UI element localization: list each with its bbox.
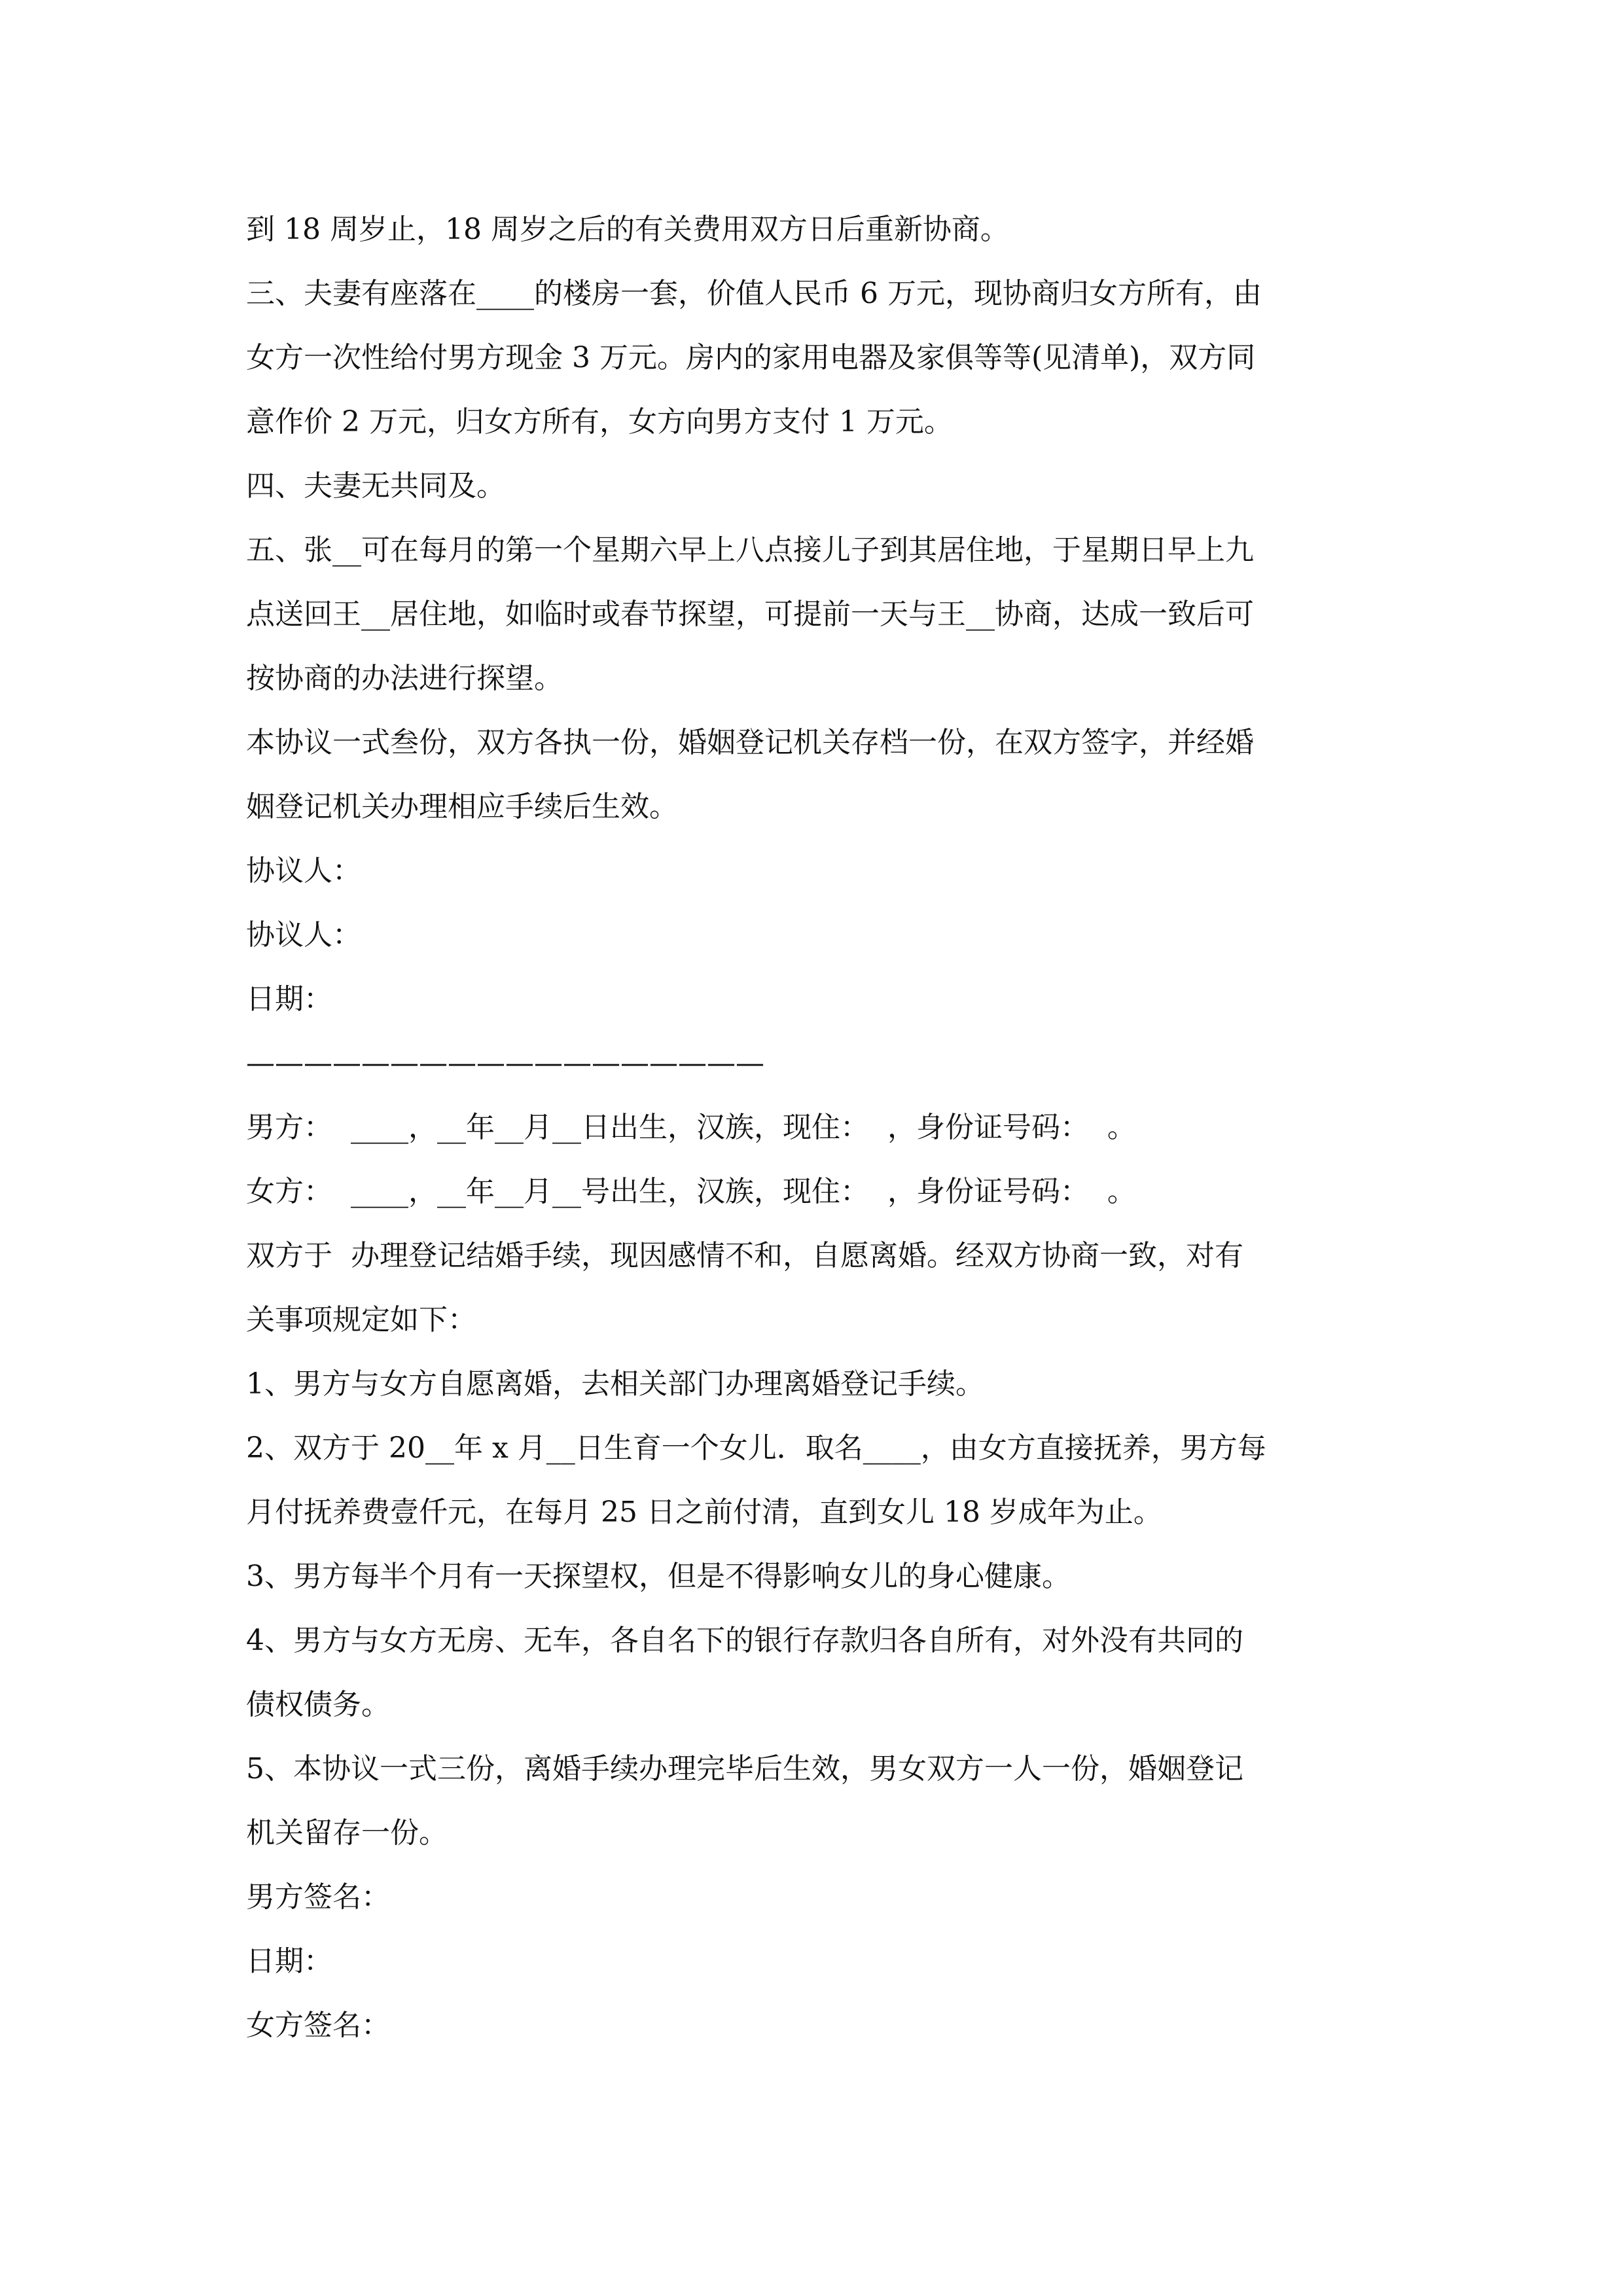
text-line: 女方： ____，__年__月__号出生，汉族，现住： ，身份证号码： 。 — [246, 1175, 1136, 1208]
document-body — [246, 198, 1378, 2058]
signature-label: 女方签名： — [246, 2009, 390, 2042]
text-line: 意作价 2 万元，归女方所有，女方向男方支付 1 万元。 — [246, 405, 953, 439]
text-line: 本协议一式叁份，双方各执一份，婚姻登记机关存档一份，在双方签字，并经婚 — [246, 726, 1254, 759]
text-line: 点送回王__居住地，如临时或春节探望，可提前一天与王__协商，达成一致后可 — [246, 598, 1254, 631]
text-line: 机关留存一份。 — [246, 1816, 448, 1850]
date-label: 日期： — [246, 1945, 332, 1978]
signatory-label: 协议人： — [246, 918, 361, 952]
text-line: 月付抚养费壹仟元，在每月 25 日之前付清，直到女儿 18 岁成年为止。 — [246, 1496, 1162, 1529]
text-line: 四、夫妻无共同及。 — [246, 469, 505, 503]
text-line: 到 18 周岁止，18 周岁之后的有关费用双方日后重新协商。 — [246, 213, 1009, 246]
signatory-label: 协议人： — [246, 854, 361, 888]
text-line: 关事项规定如下： — [246, 1303, 476, 1336]
text-line: 五、张__可在每月的第一个星期六早上八点接儿子到其居住地，于星期日早上九 — [246, 533, 1254, 567]
text-line: 债权债务。 — [246, 1688, 390, 1721]
date-label: 日期： — [246, 982, 332, 1016]
text-line: 三、夫妻有座落在____的楼房一套，价值人民币 6 万元，现协商归女方所有，由 — [246, 277, 1262, 310]
text-line: 4、男方与女方无房、无车，各自名下的银行存款归各自所有，对外没有共同的 — [246, 1624, 1243, 1657]
text-line: 姻登记机关办理相应手续后生效。 — [246, 790, 678, 823]
text-line: 按协商的办法进行探望。 — [246, 662, 563, 695]
text-line: 2、双方于 20__年 x 月__日生育一个女儿．取名____，由女方直接抚养，男方每 — [246, 1431, 1266, 1465]
section-divider: —————————————————— — [246, 1047, 764, 1080]
text-line: 1、男方与女方自愿离婚，去相关部门办理离婚登记手续。 — [246, 1367, 984, 1401]
text-line: 5、本协议一式三份，离婚手续办理完毕后生效，男女双方一人一份，婚姻登记 — [246, 1752, 1243, 1785]
text-line: 双方于 办理登记结婚手续，现因感情不和，自愿离婚。经双方协商一致，对有 — [246, 1239, 1243, 1272]
text-line: 3、男方每半个月有一天探望权，但是不得影响女儿的身心健康。 — [246, 1560, 1071, 1593]
signature-label: 男方签名： — [246, 1880, 390, 1914]
text-line: 女方一次性给付男方现金 3 万元。房内的家用电器及家俱等等(见清单)，双方同 — [246, 341, 1256, 374]
text-line: 男方： ____，__年__月__日出生，汉族，现住： ，身份证号码： 。 — [246, 1111, 1136, 1144]
